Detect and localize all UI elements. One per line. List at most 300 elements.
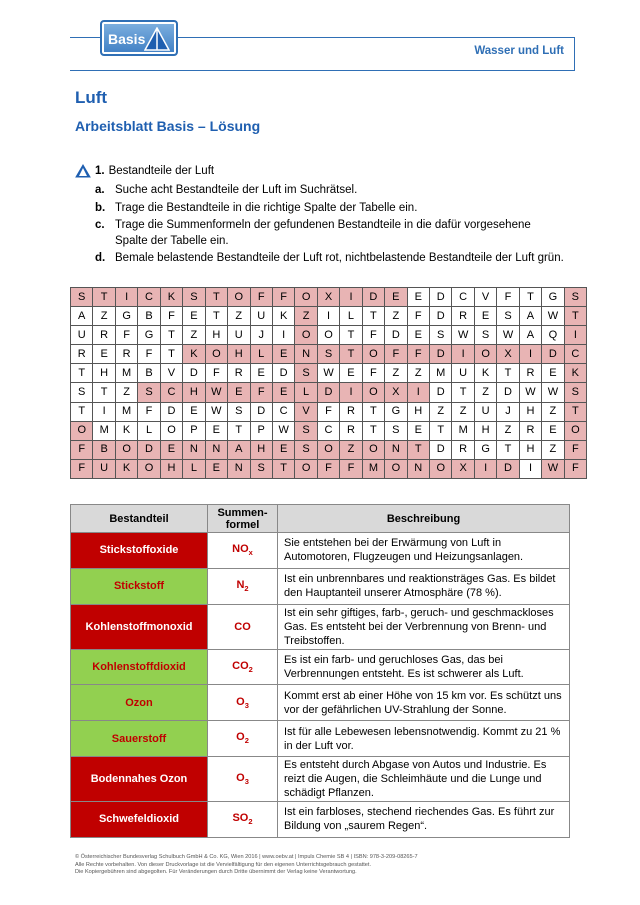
grid-cell: W [542,307,564,326]
grid-cell: E [542,364,564,383]
grid-row [71,421,587,440]
grid-cell: T [93,288,115,307]
grid-cell: G [115,307,137,326]
grid-row [71,345,587,364]
grid-cell: S [183,288,205,307]
grid-cell: T [71,364,93,383]
grid-cell: W [452,326,474,345]
grid-cell: C [564,345,586,364]
grid-cell: K [115,421,137,440]
grid-cell: X [317,288,339,307]
grid-cell: T [497,440,519,459]
grid-cell: T [160,345,182,364]
grid-cell: S [430,326,452,345]
grid-cell: W [519,383,541,402]
page-subtitle: Arbeitsblatt Basis – Lösung [75,118,261,134]
grid-cell: V [160,364,182,383]
grid-cell: W [272,421,294,440]
grid-cell: S [564,383,586,402]
grid-cell: R [93,326,115,345]
description: Sie entstehen bei der Erwärmung von Luft in Automotoren, Flugzeugen und Heizungsanlagen. [278,533,570,569]
grid-cell: T [452,383,474,402]
col-header-component: Bestandteil [71,505,208,533]
grid-cell: G [474,440,496,459]
grid-cell: E [250,364,272,383]
grid-cell: J [250,326,272,345]
table-row [71,568,570,604]
grid-cell: T [362,307,384,326]
grid-cell: F [317,459,339,478]
item-text: Suche acht Bestandteile der Luft im Suchrätsel. [115,184,358,196]
grid-cell: N [295,345,317,364]
grid-cell: H [250,440,272,459]
grid-cell: D [430,288,452,307]
grid-cell: K [474,364,496,383]
grid-cell: M [362,459,384,478]
formula-cell [208,568,278,604]
grid-cell: L [340,307,362,326]
grid-cell: D [430,307,452,326]
grid-cell: Z [542,402,564,421]
item-label: a. [95,184,105,196]
grid-cell: Z [474,383,496,402]
grid-cell: E [183,307,205,326]
grid-cell: W [205,383,227,402]
grid-cell: T [71,402,93,421]
grid-row [71,288,587,307]
description: Ist ein sehr giftiges, farb-, geruch- und geschmackloses Gas. Es entsteht bei der Verbrennung von Brenn- und Treibstoffen. [278,604,570,649]
table-row [71,685,570,721]
grid-cell: H [407,402,429,421]
grid-cell: F [497,288,519,307]
grid-cell: F [160,307,182,326]
grid-cell: T [205,307,227,326]
grid-cell: Z [183,326,205,345]
grid-cell: H [519,440,541,459]
task-item [95,183,565,199]
grid-cell: I [452,345,474,364]
grid-cell: Z [497,421,519,440]
grid-cell: K [183,345,205,364]
grid-cell: F [250,288,272,307]
grid-cell: T [160,326,182,345]
grid-cell: D [250,402,272,421]
grid-cell: S [564,288,586,307]
grid-cell: S [497,307,519,326]
grid-cell: L [295,383,317,402]
grid-cell: E [385,288,407,307]
formula: O [236,695,245,708]
formula: SO [232,812,249,825]
grid-cell: G [385,402,407,421]
grid-cell: D [542,345,564,364]
task-items [95,183,565,267]
grid-cell: E [272,440,294,459]
grid-cell: O [474,345,496,364]
grid-row [71,402,587,421]
table-header-row [71,505,570,533]
grid-cell: E [474,307,496,326]
grid-row [71,383,587,402]
grid-cell: S [71,288,93,307]
grid-cell: Z [542,440,564,459]
grid-cell: F [407,345,429,364]
grid-cell: T [519,288,541,307]
grid-cell: F [385,345,407,364]
formula-cell [208,801,278,837]
formula: CO [234,620,251,633]
grid-cell: F [564,459,586,478]
grid-cell: F [362,364,384,383]
grid-cell: N [205,440,227,459]
grid-cell: Z [115,383,137,402]
grid-cell: L [138,421,160,440]
grid-cell: F [340,459,362,478]
grid-cell: W [205,402,227,421]
grid-cell: R [228,364,250,383]
grid-cell: R [115,345,137,364]
grid-cell: B [138,307,160,326]
task-section [75,163,565,269]
formula: CO [232,659,249,672]
grid-cell: I [407,383,429,402]
task-item [95,251,565,267]
grid-cell: S [138,383,160,402]
grid-cell: C [272,402,294,421]
formula: N [236,579,245,592]
component-name: Stickstoff [71,568,208,604]
grid-cell: O [317,326,339,345]
grid-cell: S [250,459,272,478]
grid-cell: O [564,421,586,440]
grid-cell: K [272,307,294,326]
grid-cell: O [317,440,339,459]
grid-cell: D [183,364,205,383]
grid-cell: C [317,421,339,440]
formula: NO [232,543,249,556]
grid-cell: Z [228,307,250,326]
grid-cell: E [407,326,429,345]
grid-cell: D [160,402,182,421]
grid-cell: O [362,383,384,402]
grid-cell: R [340,402,362,421]
formula-subscript: 3 [244,777,249,787]
formula-subscript: 2 [244,736,249,746]
grid-cell: F [71,459,93,478]
grid-cell: S [295,440,317,459]
col-header-description: Beschreibung [278,505,570,533]
grid-cell: A [519,326,541,345]
formula-cell [208,685,278,721]
component-name: Schwefeldioxid [71,801,208,837]
grid-cell: C [160,383,182,402]
grid-row [71,459,587,478]
grid-cell: P [250,421,272,440]
component-name: Ozon [71,685,208,721]
grid-cell: R [519,364,541,383]
grid-cell: O [138,459,160,478]
grid-cell: Z [430,402,452,421]
grid-cell: D [430,383,452,402]
component-name: Kohlenstoffmonoxid [71,604,208,649]
grid-cell: F [115,326,137,345]
grid-cell: E [93,345,115,364]
task-heading-text: Bestandteile der Luft [108,165,215,177]
grid-cell: R [519,421,541,440]
table-row [71,533,570,569]
component-name: Stickstoffoxide [71,533,208,569]
formula: O [236,731,245,744]
grid-cell: V [474,288,496,307]
grid-cell: I [317,307,339,326]
grid-cell: K [160,288,182,307]
footer-line: Die Kopiergebühren sind abgegolten. Für Veränderungen durch Dritte übernimmt der Verlag keine Verantwortung. [75,869,357,875]
grid-cell: I [474,459,496,478]
grid-cell: U [228,326,250,345]
footer-line: © Österreichischer Bundesverlag Schulbuch GmbH & Co. KG, Wien 2016 | www.oebv.at | Impuls Chemie SB 4 | ISBN: 978-3-209-08265-7 [75,854,418,860]
formula-subscript: 3 [244,700,249,710]
grid-cell: P [183,421,205,440]
description: Ist ein farbloses, stechend riechendes Gas. Es führt zur Bildung von „saurem Regen“. [278,801,570,837]
grid-cell: E [340,364,362,383]
grid-row [71,326,587,345]
formula-cell [208,756,278,801]
grid-cell: T [564,402,586,421]
component-name: Sauerstoff [71,721,208,757]
item-label: c. [95,219,105,231]
grid-cell: O [362,345,384,364]
grid-cell: E [160,440,182,459]
grid-cell: I [340,288,362,307]
grid-cell: W [497,326,519,345]
task-item [95,201,565,217]
grid-cell: D [497,459,519,478]
grid-cell: T [407,440,429,459]
grid-cell: H [228,345,250,364]
formula-cell [208,604,278,649]
grid-cell: M [115,364,137,383]
grid-cell: U [452,364,474,383]
formula-cell [208,721,278,757]
grid-cell: N [228,459,250,478]
grid-cell: E [542,421,564,440]
formula-cell [208,649,278,685]
grid-cell: M [93,421,115,440]
grid-cell: G [138,326,160,345]
description: Ist ein unbrennbares und reaktionsträges Gas. Es bildet den Hauptanteil unserer Atmosphäre (78 %). [278,568,570,604]
item-text: Trage die Summenformeln der gefundenen Bestandteile in die dafür vorgesehene Spalte der Tabelle ein. [115,219,531,247]
grid-cell: T [228,421,250,440]
description: Kommt erst ab einer Höhe von 15 km vor. Es schützt uns vor der gefährlichen UV-Strahlung der Sonne. [278,685,570,721]
grid-cell: T [205,288,227,307]
grid-cell: O [115,440,137,459]
grid-cell: R [452,440,474,459]
grid-cell: K [115,459,137,478]
item-label: b. [95,201,106,214]
grid-cell: W [542,383,564,402]
grid-cell: D [497,383,519,402]
grid-cell: I [519,459,541,478]
grid-cell: T [272,459,294,478]
grid-row [71,440,587,459]
basis-logo [100,20,178,56]
grid-cell: C [452,288,474,307]
grid-cell: H [205,326,227,345]
grid-cell: I [340,383,362,402]
grid-cell: N [183,440,205,459]
grid-cell: I [519,345,541,364]
grid-cell: E [272,383,294,402]
grid-cell: H [183,383,205,402]
description: Es ist ein farb- und geruchloses Gas, das bei Verbrennungen entsteht. Es ist schwerer als Luft. [278,649,570,685]
grid-cell: Z [407,364,429,383]
grid-cell: I [272,326,294,345]
grid-cell: A [519,307,541,326]
grid-cell: F [407,307,429,326]
grid-cell: L [183,459,205,478]
grid-cell: W [542,459,564,478]
footer [75,854,575,877]
grid-cell: D [430,345,452,364]
item-text: Bemale belastende Bestandteile der Luft rot, nichtbelastende Bestandteile der Luft grün. [115,252,564,264]
components-table [70,504,570,838]
grid-cell: S [474,326,496,345]
grid-cell: C [138,288,160,307]
grid-cell: K [564,364,586,383]
triangle-icon [144,27,170,51]
grid-cell: U [71,326,93,345]
task-heading [75,163,565,179]
grid-cell: T [362,402,384,421]
grid-cell: W [317,364,339,383]
grid-cell: E [407,288,429,307]
grid-cell: X [385,383,407,402]
page-title: Luft [75,88,108,107]
grid-cell: Q [542,326,564,345]
grid-cell: M [430,364,452,383]
grid-cell: L [250,345,272,364]
grid-cell: T [93,383,115,402]
grid-cell: F [71,440,93,459]
table-row [71,604,570,649]
grid-cell: T [362,421,384,440]
grid-cell: G [542,288,564,307]
grid-cell: O [295,459,317,478]
grid-row [71,364,587,383]
formula-subscript: 2 [248,817,253,827]
grid-cell: E [205,459,227,478]
grid-cell: T [340,326,362,345]
description: Ist für alle Lebewesen lebensnotwendig. Kommt zu 21 % in der Luft vor. [278,721,570,757]
formula-cell [208,533,278,569]
word-search-grid [70,287,587,479]
grid-cell: M [115,402,137,421]
grid-cell: O [160,421,182,440]
grid-cell: N [407,459,429,478]
grid-cell: H [474,421,496,440]
grid-cell: M [452,421,474,440]
grid-cell: E [407,421,429,440]
grid-cell: A [228,440,250,459]
grid-cell: F [317,402,339,421]
grid-cell: I [93,402,115,421]
grid-cell: Z [340,440,362,459]
grid-cell: H [93,364,115,383]
grid-cell: Z [295,307,317,326]
grid-cell: O [362,440,384,459]
level-triangle-icon [75,164,91,178]
grid-cell: E [228,383,250,402]
grid-cell: O [205,345,227,364]
grid-cell: D [362,288,384,307]
grid-row [71,307,587,326]
grid-cell: O [71,421,93,440]
header-title: Wasser und Luft [474,45,564,57]
grid-cell: H [519,402,541,421]
grid-cell: S [71,383,93,402]
grid-cell: J [497,402,519,421]
logo-text: Basis [108,31,146,47]
table-row [71,801,570,837]
table-row [71,721,570,757]
grid-cell: F [205,364,227,383]
formula-subscript: 2 [244,584,249,594]
table-row [71,756,570,801]
grid-cell: Z [385,307,407,326]
grid-cell: D [385,326,407,345]
grid-cell: D [430,440,452,459]
grid-cell: T [340,345,362,364]
grid-cell: F [564,440,586,459]
table-row [71,649,570,685]
grid-cell: I [115,288,137,307]
task-number: 1. [95,165,105,177]
col-header-formula: Summen- formel [208,505,278,533]
formula-subscript: 2 [248,665,253,675]
grid-cell: V [295,402,317,421]
grid-cell: H [160,459,182,478]
grid-cell: I [564,326,586,345]
grid-cell: Z [452,402,474,421]
grid-cell: U [474,402,496,421]
grid-cell: R [452,307,474,326]
description: Es entsteht durch Abgase von Autos und Industrie. Es reizt die Augen, die Schleimhäute und die Lunge und schädigt Pflanzen. [278,756,570,801]
grid-cell: E [183,402,205,421]
grid-cell: D [272,364,294,383]
grid-cell: S [295,364,317,383]
grid-cell: A [71,307,93,326]
grid-cell: O [295,326,317,345]
grid-cell: T [497,364,519,383]
grid-cell: Z [385,364,407,383]
grid-cell: O [228,288,250,307]
grid-cell: S [317,345,339,364]
grid-cell: S [228,402,250,421]
grid-cell: E [205,421,227,440]
grid-cell: F [272,288,294,307]
task-item [95,218,565,249]
grid-cell: T [564,307,586,326]
grid-cell: E [272,345,294,364]
grid-cell: O [385,459,407,478]
component-name: Kohlenstoffdioxid [71,649,208,685]
grid-cell: B [93,440,115,459]
grid-cell: D [138,440,160,459]
footer-line: Alle Rechte vorbehalten. Von dieser Druckvorlage ist die Vervielfältigung für den eigenen Unterrichtsgebrauch gestattet. [75,861,372,868]
component-name: Bodennahes Ozon [71,756,208,801]
grid-cell: S [295,421,317,440]
formula: O [236,771,245,784]
